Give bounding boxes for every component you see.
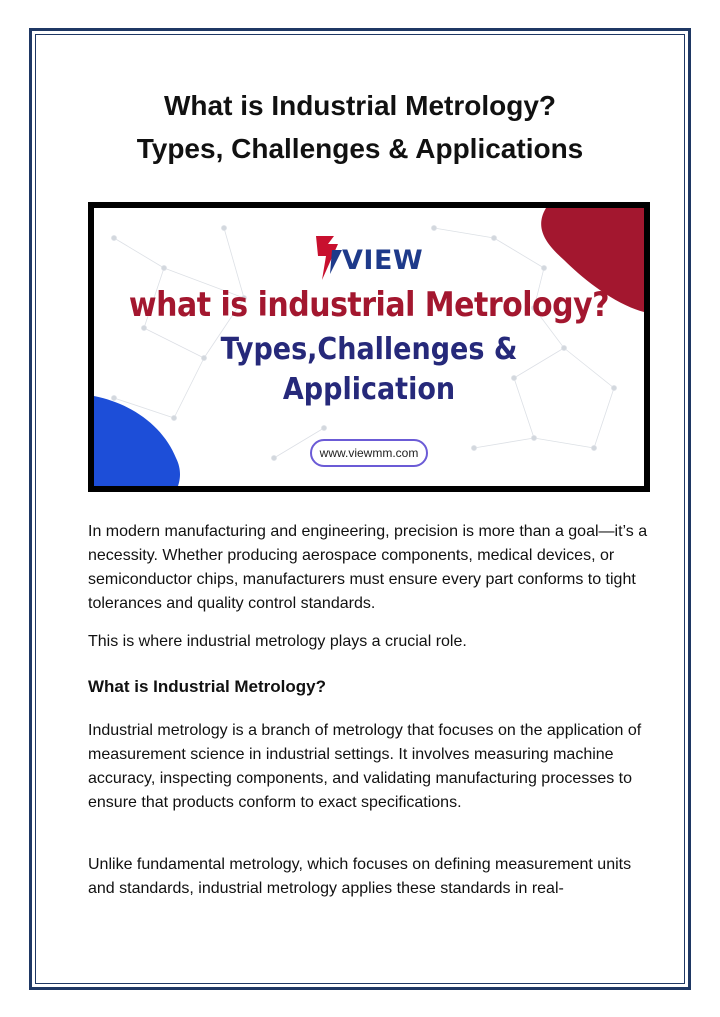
paragraph-1: In modern manufacturing and engineering, precision is more than a goal—it’s a necessity. Whether producing aerospace components, medical devices, or semiconductor chips, manufacturers must ensure every part conforms to tight tolerances and quality control standards. — [88, 523, 648, 612]
paragraph-intro — [88, 520, 648, 616]
paragraph-role — [88, 630, 648, 654]
paragraph-3: Industrial metrology is a branch of metrology that focuses on the application of measurement science in industrial settings. It involves measuring machine accuracy, inspecting components, and validating manufacturing processes to ensure that products conform to exact specifications. — [88, 722, 642, 811]
paragraph-2: This is where industrial metrology plays a crucial role. — [88, 633, 467, 650]
banner-image — [88, 202, 650, 492]
document-title-line1: What is Industrial Metrology? — [163, 90, 556, 121]
section-heading: What is Industrial Metrology? — [88, 677, 327, 696]
view-logo — [312, 226, 423, 282]
paragraph-comparison — [88, 853, 648, 901]
banner-canvas — [94, 208, 644, 486]
banner-subline-1: Types,Challenges & — [220, 332, 518, 367]
paragraph-definition — [88, 719, 648, 815]
logo-text: VIEW — [342, 245, 424, 276]
document-title-line2: Types, Challenges & Applications — [136, 133, 584, 164]
page-border-inner — [35, 34, 685, 984]
banner-headline: what is industrial Metrology? — [128, 285, 610, 326]
document-title — [60, 84, 660, 170]
banner-subline-2: Application — [282, 372, 456, 407]
banner-url: www.viewmm.com — [310, 439, 428, 467]
paragraph-4: Unlike fundamental metrology, which focuses on defining measurement units and standards, industrial metrology applies these standards in real- — [88, 856, 632, 897]
view-logo-icon — [312, 230, 346, 282]
